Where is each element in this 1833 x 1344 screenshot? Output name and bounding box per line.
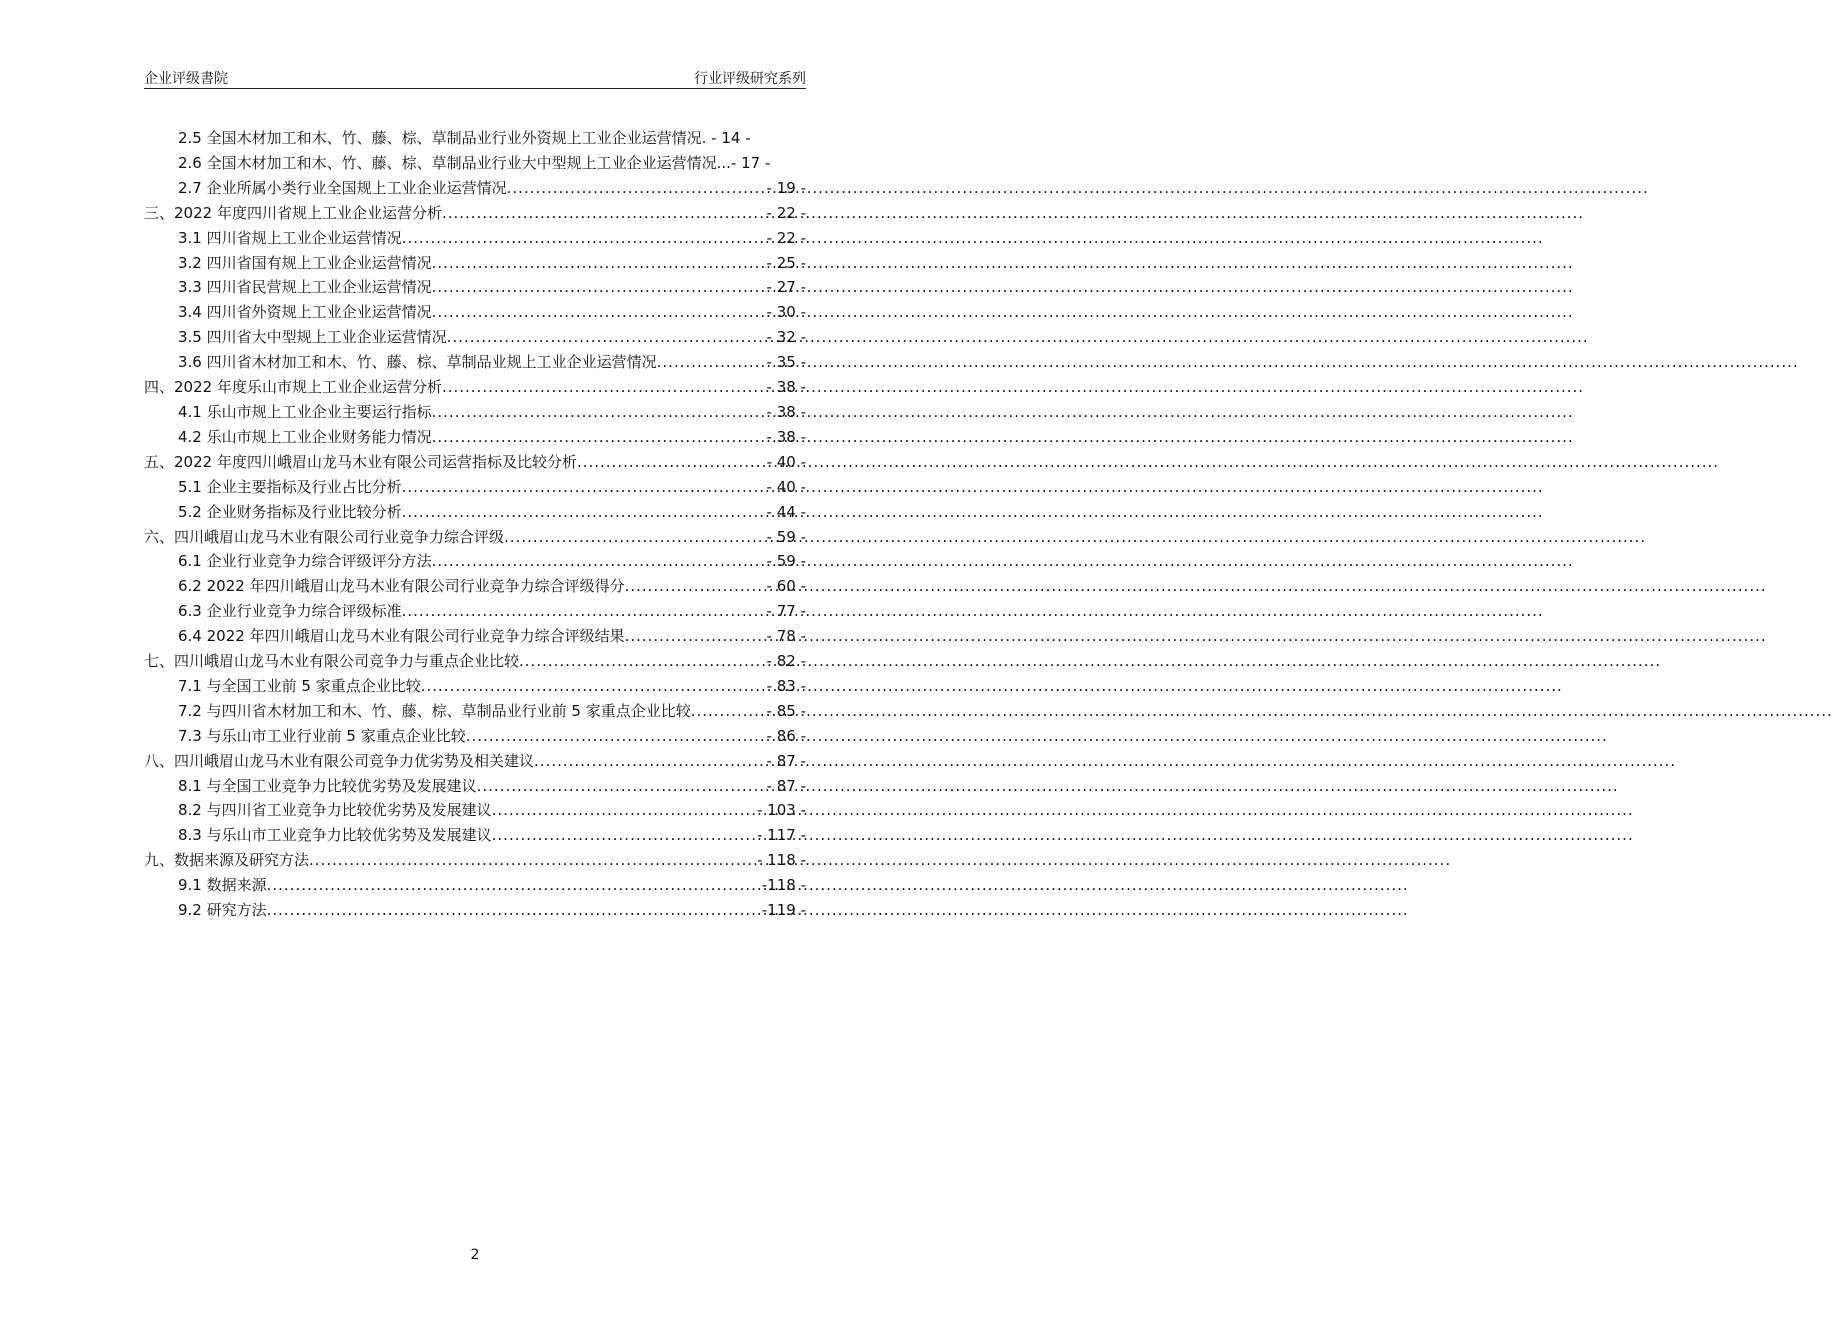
toc-entry-page: - 27 - bbox=[766, 278, 806, 297]
toc-leader-dots bbox=[492, 798, 757, 823]
toc-entry[interactable] bbox=[144, 749, 806, 774]
toc-entry-page: - 40 - bbox=[766, 452, 806, 471]
toc-entry-page: - 78 - bbox=[766, 627, 806, 646]
toc-entry[interactable] bbox=[144, 500, 806, 525]
toc-entry-page: - 35 - bbox=[766, 353, 806, 372]
toc-list bbox=[144, 176, 806, 923]
toc-entry-title: 3.5 四川省大中型规上工业企业运营情况 bbox=[178, 328, 447, 347]
toc-entry-title: 五、2022 年度四川峨眉山龙马木业有限公司运营指标及比较分析 bbox=[144, 452, 577, 471]
toc-entry-page: - 25 - bbox=[766, 253, 806, 272]
toc-entry[interactable] bbox=[144, 873, 806, 898]
toc-leader-dots bbox=[442, 375, 767, 400]
toc-leader-dots bbox=[657, 350, 767, 375]
page-number: 2 bbox=[470, 1247, 480, 1263]
toc-entry[interactable] bbox=[144, 674, 806, 699]
toc-entry-title: 2.7 企业所属小类行业全国规上工业企业运营情况 bbox=[178, 178, 507, 197]
toc-entry-2-5[interactable] bbox=[144, 126, 806, 151]
toc-entry-title: 六、四川峨眉山龙马木业有限公司行业竞争力综合评级 bbox=[144, 527, 505, 546]
toc-entry-page: - 40 - bbox=[766, 477, 806, 496]
toc-leader-dots bbox=[267, 898, 762, 923]
toc-entry[interactable] bbox=[144, 724, 806, 749]
toc-leader-dots bbox=[432, 275, 767, 300]
toc-entry-title: 6.1 企业行业竞争力综合评级评分方法 bbox=[178, 552, 432, 571]
toc-entry-title: 九、数据来源及研究方法 bbox=[144, 851, 310, 870]
toc-entry-page: - 118 - bbox=[757, 851, 806, 870]
toc-entry-page: - 87 - bbox=[766, 776, 806, 795]
toc-entry-2-6[interactable] bbox=[144, 151, 806, 176]
toc-entry-title: 三、2022 年度四川省规上工业企业运营分析 bbox=[144, 203, 442, 222]
toc-entry-page: - 38 - bbox=[766, 378, 806, 397]
toc-entry-title: 4.1 乐山市规上工业企业主要运行指标 bbox=[178, 402, 432, 421]
toc-entry-title: 9.1 数据来源 bbox=[178, 876, 267, 895]
toc-leader-dots bbox=[402, 500, 767, 525]
toc-entry-page: - 83 - bbox=[766, 676, 806, 695]
toc-entry-page: - 77 - bbox=[766, 602, 806, 621]
toc-entry-page: - 44 - bbox=[766, 502, 806, 521]
toc-entry[interactable] bbox=[144, 450, 806, 475]
toc-leader-dots bbox=[447, 325, 767, 350]
toc-entry[interactable] bbox=[144, 275, 806, 300]
toc-entry-page: - 38 - bbox=[766, 402, 806, 421]
toc-entry-page: - 86 - bbox=[766, 726, 806, 745]
toc-entry-title: 6.2 2022 年四川峨眉山龙马木业有限公司行业竞争力综合评级得分 bbox=[178, 577, 625, 596]
toc-leader-dots bbox=[432, 251, 767, 276]
toc-entry[interactable] bbox=[144, 325, 806, 350]
toc-entry[interactable] bbox=[144, 475, 806, 500]
toc-entry[interactable] bbox=[144, 251, 806, 276]
toc-entry[interactable] bbox=[144, 226, 806, 251]
toc-entry[interactable] bbox=[144, 848, 806, 873]
toc-entry-page: - 22 - bbox=[766, 228, 806, 247]
toc-leader-dots bbox=[466, 724, 767, 749]
header-left-text: 企业评级書院 bbox=[144, 71, 228, 87]
toc-entry[interactable] bbox=[144, 425, 806, 450]
toc-leader-dots bbox=[267, 873, 762, 898]
toc-entry-title: 3.6 四川省木材加工和木、竹、藤、棕、草制品业规上工业企业运营情况 bbox=[178, 353, 657, 372]
toc-leader-dots bbox=[402, 475, 767, 500]
toc-entry-text: 2.6 全国木材加工和木、竹、藤、棕、草制品业行业大中型规上工业企业运营情况...- 17 - bbox=[178, 153, 771, 172]
toc-entry[interactable] bbox=[144, 823, 806, 848]
toc-leader-dots bbox=[625, 574, 767, 599]
toc-leader-dots bbox=[492, 823, 757, 848]
toc-leader-dots bbox=[432, 425, 767, 450]
toc-entry-page: - 59 - bbox=[766, 527, 806, 546]
toc-leader-dots bbox=[691, 699, 767, 724]
toc-entry-title: 3.2 四川省国有规上工业企业运营情况 bbox=[178, 253, 432, 272]
toc-entry-title: 9.2 研究方法 bbox=[178, 901, 267, 920]
toc-leader-dots bbox=[309, 848, 757, 873]
toc-entry-page: - 82 - bbox=[766, 652, 806, 671]
toc-entry[interactable] bbox=[144, 400, 806, 425]
toc-entry-page: -118 - bbox=[761, 876, 806, 895]
toc-entry-page: - 117 - bbox=[757, 826, 806, 845]
toc-leader-dots bbox=[421, 674, 767, 699]
toc-leader-dots bbox=[432, 400, 767, 425]
toc-entry-title: 3.4 四川省外资规上工业企业运营情况 bbox=[178, 303, 432, 322]
toc-entry-title: 3.1 四川省规上工业企业运营情况 bbox=[178, 228, 402, 247]
toc-entry[interactable] bbox=[144, 699, 806, 724]
toc-entry-title: 七、四川峨眉山龙马木业有限公司竞争力与重点企业比较 bbox=[144, 652, 520, 671]
toc-entry-title: 5.2 企业财务指标及行业比较分析 bbox=[178, 502, 402, 521]
toc-entry-title: 6.3 企业行业竞争力综合评级标准 bbox=[178, 602, 402, 621]
toc-entry[interactable] bbox=[144, 599, 806, 624]
toc-entry-page: - 85 - bbox=[766, 701, 806, 720]
toc-entry-title: 5.1 企业主要指标及行业占比分析 bbox=[178, 477, 402, 496]
toc-entry[interactable] bbox=[144, 201, 806, 226]
toc-entry[interactable] bbox=[144, 300, 806, 325]
toc-entry[interactable] bbox=[144, 624, 806, 649]
toc-entry-text: 2.5 全国木材加工和木、竹、藤、棕、草制品业行业外资规上工业企业运营情况. - 14 - bbox=[178, 129, 751, 147]
toc-entry[interactable] bbox=[144, 898, 806, 923]
toc-entry-page: - 30 - bbox=[766, 303, 806, 322]
toc-leader-dots bbox=[625, 624, 767, 649]
toc-leader-dots bbox=[442, 201, 767, 226]
toc-entry[interactable] bbox=[144, 649, 806, 674]
toc-entry-title: 7.1 与全国工业前 5 家重点企业比较 bbox=[178, 676, 421, 695]
toc-entry[interactable] bbox=[144, 574, 806, 599]
toc-entry-page: - 87 - bbox=[766, 751, 806, 770]
toc-entry-title: 7.2 与四川省木材加工和木、竹、藤、棕、草制品业行业前 5 家重点企业比较 bbox=[178, 701, 691, 720]
toc-leader-dots bbox=[519, 649, 767, 674]
toc-entry[interactable] bbox=[144, 350, 806, 375]
toc-leader-dots bbox=[402, 226, 767, 251]
toc-entry[interactable] bbox=[144, 774, 806, 799]
page-header bbox=[144, 68, 806, 89]
toc-leader-dots bbox=[534, 749, 767, 774]
toc-entry-title: 8.3 与乐山市工业竞争力比较优劣势及发展建议 bbox=[178, 826, 492, 845]
toc-leader-dots bbox=[507, 176, 767, 201]
toc-leader-dots bbox=[477, 774, 767, 799]
table-of-contents bbox=[144, 126, 806, 923]
header-right-text: 行业评级研究系列 bbox=[694, 71, 806, 87]
toc-entry-title: 3.3 四川省民营规上工业企业运营情况 bbox=[178, 278, 432, 297]
toc-entry-title: 八、四川峨眉山龙马木业有限公司竞争力优劣势及相关建议 bbox=[144, 751, 535, 770]
toc-entry-page: - 32 - bbox=[766, 328, 806, 347]
toc-leader-dots bbox=[577, 450, 767, 475]
toc-entry-page: -119 - bbox=[761, 901, 806, 920]
toc-entry-page: - 103 - bbox=[757, 801, 806, 820]
toc-entry-title: 四、2022 年度乐山市规上工业企业运营分析 bbox=[144, 378, 442, 397]
toc-leader-dots bbox=[432, 300, 767, 325]
toc-entry-page: - 59 - bbox=[766, 552, 806, 571]
toc-leader-dots bbox=[402, 599, 767, 624]
toc-entry[interactable] bbox=[144, 798, 806, 823]
toc-entry[interactable] bbox=[144, 525, 806, 550]
toc-entry-title: 6.4 2022 年四川峨眉山龙马木业有限公司行业竞争力综合评级结果 bbox=[178, 627, 625, 646]
toc-entry-page: - 19 - bbox=[766, 178, 806, 197]
toc-entry-title: 4.2 乐山市规上工业企业财务能力情况 bbox=[178, 427, 432, 446]
toc-entry-page: - 22 - bbox=[766, 203, 806, 222]
toc-entry-page: - 38 - bbox=[766, 427, 806, 446]
toc-entry[interactable] bbox=[144, 176, 806, 201]
toc-entry[interactable] bbox=[144, 375, 806, 400]
toc-entry-title: 7.3 与乐山市工业行业前 5 家重点企业比较 bbox=[178, 726, 466, 745]
toc-entry[interactable] bbox=[144, 549, 806, 574]
toc-entry-title: 8.2 与四川省工业竞争力比较优劣势及发展建议 bbox=[178, 801, 492, 820]
toc-leader-dots bbox=[504, 525, 767, 550]
toc-entry-title: 8.1 与全国工业竞争力比较优劣势及发展建议 bbox=[178, 776, 477, 795]
toc-leader-dots bbox=[432, 549, 767, 574]
toc-entry-page: - 60 - bbox=[766, 577, 806, 596]
